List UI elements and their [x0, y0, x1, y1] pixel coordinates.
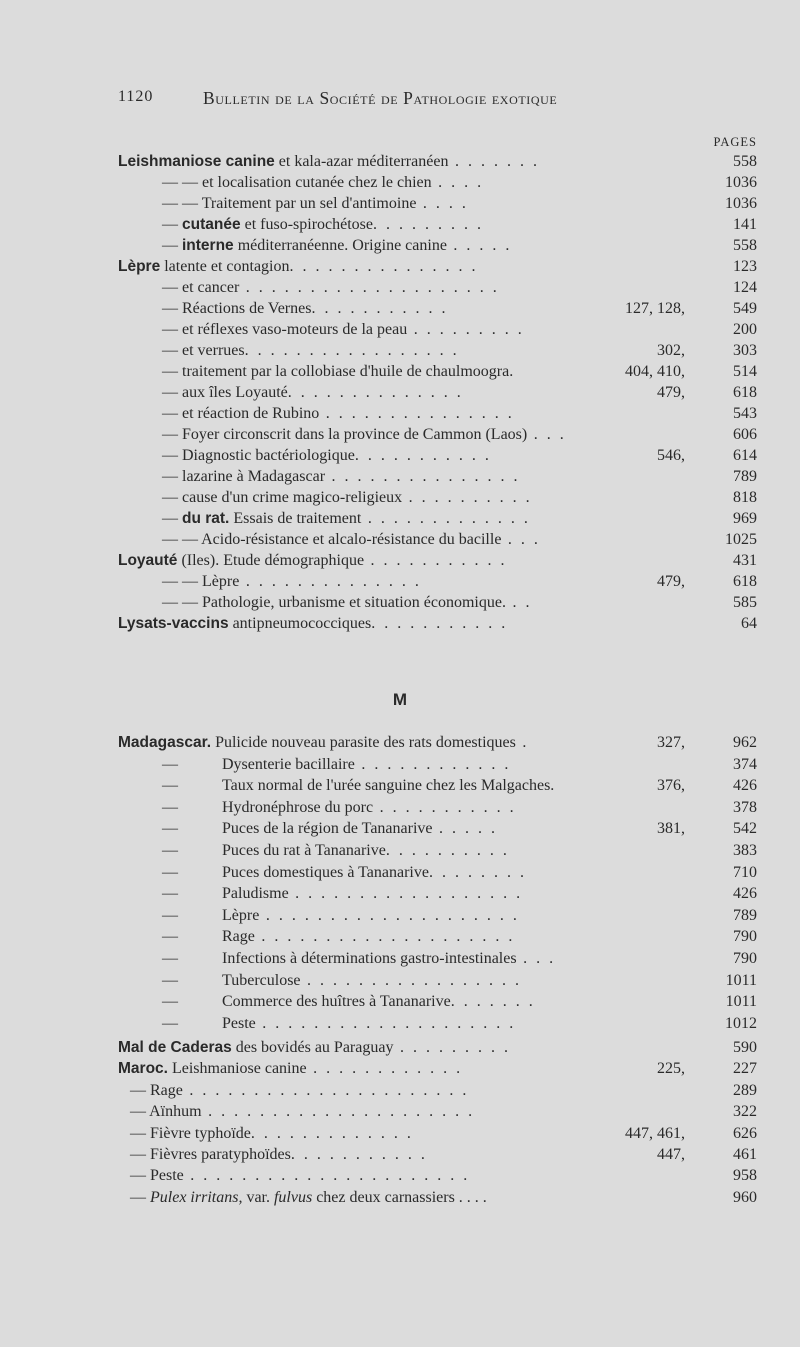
index-entry	[0, 1058, 800, 1080]
entry-main	[162, 424, 566, 446]
entry-page: 958	[733, 1167, 757, 1185]
index-entry	[0, 172, 800, 194]
entry-leader: . . . . . . . . . . . . . . .	[289, 258, 478, 275]
entry-leader: . . . . . . . . .	[407, 321, 525, 338]
entry-leader: . . . . . . . . . . . . . . . . . . . .	[254, 928, 515, 946]
index-entry	[0, 340, 800, 362]
entry-page: 960	[733, 1188, 757, 1206]
entry-text: Fièvres paratyphoïdes	[150, 1146, 291, 1163]
entry-leader: . . . . . . . . . . .	[311, 300, 448, 317]
entry-text: Hydronéphrose du porc	[222, 798, 374, 816]
entry-main	[130, 1144, 427, 1166]
entry-dash: —	[162, 447, 178, 464]
entry-text: Réactions de Vernes	[182, 300, 312, 317]
entry-leader: . . .	[516, 950, 556, 967]
entry-leader: . . . . . . . . . . .	[373, 798, 517, 816]
entry-references: 302,	[657, 342, 685, 359]
entry-text: Fièvre typhoïde	[150, 1124, 251, 1142]
entry-main	[162, 529, 540, 551]
entry-page: 962	[733, 734, 757, 751]
entry-dash: —	[162, 863, 178, 881]
entry-leader: . . . . . . .	[448, 153, 540, 170]
entry-page: 1011	[725, 993, 757, 1011]
entry-main	[162, 298, 448, 320]
entry-leader: . . .	[527, 426, 567, 443]
index-entry	[0, 948, 800, 970]
entry-text: Puces domestiques à Tananarive	[222, 863, 429, 881]
entry-text: chez deux carnassiers . . . .	[312, 1188, 487, 1206]
entry-references: 225,	[657, 1060, 685, 1078]
page-number: 1120	[118, 88, 154, 105]
index-entry	[0, 277, 800, 299]
entry-main	[130, 1187, 487, 1209]
entry-leader: . . . . . . . . . . . . .	[250, 1124, 414, 1142]
index-entry	[0, 571, 800, 593]
index-entry	[0, 1165, 800, 1187]
index-entry	[0, 298, 800, 320]
entry-leader: . . . . . . .	[450, 993, 536, 1011]
entry-leader: . . . . . . . . . . . . . .	[287, 384, 464, 401]
entry-text: Tuberculose	[222, 971, 301, 989]
entry-keyword: Lysats-vaccins	[118, 615, 229, 632]
entry-main	[118, 613, 508, 635]
entry-main	[118, 1058, 463, 1080]
entry-dash: —	[162, 993, 178, 1011]
entry-main	[162, 319, 524, 341]
entry-page: 789	[733, 468, 757, 485]
entry-references: 479,	[657, 384, 685, 401]
entry-dash: —	[162, 237, 178, 254]
entry-text: lazarine à Madagascar	[182, 468, 326, 485]
entry-text: var.	[242, 1188, 274, 1206]
entry-page: 227	[733, 1060, 757, 1078]
entry-page: 789	[733, 906, 757, 924]
entry-dash: — —	[162, 594, 198, 611]
index-entry	[0, 840, 800, 862]
entry-page: 426	[733, 777, 757, 795]
index-entry	[0, 382, 800, 404]
index-entry	[0, 862, 800, 884]
index-entry	[0, 1037, 800, 1059]
entry-main	[130, 1123, 413, 1145]
index-entry	[0, 403, 800, 425]
entry-main	[162, 361, 513, 383]
entry-keyword: du rat.	[182, 510, 230, 527]
entry-page: 124	[733, 279, 757, 296]
index-entry	[0, 883, 800, 905]
index-entry	[0, 775, 800, 797]
entry-keyword: Loyauté	[118, 552, 178, 569]
entry-leader: . . . . . . . . . . . . . .	[239, 573, 422, 590]
entry-dash: —	[162, 216, 178, 233]
entry-page: 289	[733, 1081, 757, 1099]
entry-page: 818	[733, 489, 757, 506]
entry-main	[130, 1101, 475, 1123]
entry-dash: — —	[162, 174, 198, 191]
entry-references: 546,	[657, 447, 685, 464]
entry-main	[162, 487, 532, 509]
index-entry	[0, 613, 800, 635]
entry-dash: —	[130, 1124, 146, 1142]
entry-text: Rage	[222, 928, 255, 946]
entry-main	[162, 193, 468, 215]
entry-main	[118, 256, 478, 278]
entry-text: et réaction de Rubino	[182, 405, 320, 422]
index-entry	[0, 193, 800, 215]
entry-dash: —	[162, 426, 178, 443]
entry-page: 123	[733, 258, 757, 275]
entry-dash: —	[162, 405, 178, 422]
entry-page: 431	[733, 552, 757, 569]
entry-leader: . . . . . . . . . . . . . . . . . .	[288, 885, 523, 903]
entry-dash: — —	[162, 573, 198, 590]
index-entry	[0, 592, 800, 614]
entry-text: Foyer circonscrit dans la province de Cammon (Laos)	[182, 426, 528, 443]
entry-italic: fulvus	[273, 1188, 313, 1206]
entry-page: 426	[733, 885, 757, 903]
entry-page: 1025	[725, 531, 757, 548]
entry-leader: . .	[505, 594, 532, 611]
entry-page: 1011	[725, 971, 757, 989]
entry-dash: —	[162, 489, 178, 506]
entry-main	[118, 550, 507, 572]
entry-text: Essais de traitement	[229, 510, 362, 527]
entry-main	[162, 340, 459, 362]
entry-text: Rage	[150, 1081, 183, 1099]
entry-main	[118, 151, 539, 173]
entry-italic: Pulex irritans,	[150, 1188, 243, 1206]
entry-leader: . . . . . . . . . . . . . . . . .	[300, 971, 522, 989]
entry-page: 969	[733, 510, 757, 527]
entry-leader: . . . . . . . . . . . . .	[361, 510, 531, 527]
entry-page: 549	[733, 300, 757, 317]
entry-text: Traitement par un sel d'antimoine	[201, 195, 417, 212]
entry-dash: —	[162, 885, 178, 903]
entry-keyword: Mal de Caderas	[118, 1039, 232, 1056]
entry-dash: —	[162, 321, 178, 338]
entry-text: traitement par la collobiase d'huile de chaulmoogra.	[182, 363, 514, 380]
entry-leader: . . . . . . . . . . . . . . .	[319, 405, 515, 422]
entry-text: Lèpre	[222, 906, 260, 924]
entry-main	[162, 445, 491, 467]
entry-text: Puces du rat à Tananarive	[222, 842, 386, 859]
entry-leader: . . . . . . . . . . . .	[354, 755, 511, 773]
entry-dash: —	[162, 971, 178, 989]
entry-leader: .	[515, 734, 529, 751]
journal-title: Bulletin de la Société de Pathologie exotique	[203, 88, 558, 108]
entry-leader: . . . . . . . .	[428, 863, 527, 881]
entry-leader: . . . .	[416, 195, 469, 212]
entry-leader: . . . . . . . . . . . . . . . . . . . .	[255, 1014, 516, 1032]
entry-dash: —	[130, 1146, 146, 1163]
entry-dash: —	[162, 342, 178, 359]
entry-main	[162, 508, 530, 530]
entry-page: 64	[741, 615, 757, 632]
entry-references: 447, 461,	[625, 1124, 685, 1142]
entry-dash: —	[130, 1167, 146, 1185]
entry-text: Acido-résistance et alcalo-résistance du bacille	[201, 531, 502, 548]
entry-text: et localisation cutanée chez le chien	[202, 174, 432, 191]
entry-dash: —	[162, 468, 178, 485]
entry-text: des bovidés au Paraguay	[231, 1039, 394, 1056]
entry-page: 514	[733, 363, 757, 380]
entry-main	[162, 382, 463, 404]
entry-page: 1036	[725, 174, 757, 191]
index-entry	[0, 550, 800, 572]
entry-page: 626	[733, 1124, 757, 1142]
entry-dash: —	[162, 510, 178, 527]
entry-text: aux îles Loyauté	[182, 384, 288, 401]
index-entry	[0, 1080, 800, 1102]
entry-page: 322	[733, 1103, 757, 1121]
entry-keyword: cutanée	[182, 216, 241, 233]
entry-leader: . . . . . . . . . . .	[364, 552, 508, 569]
entry-text: Commerce des huîtres à Tananarive	[222, 993, 451, 1011]
entry-page: 303	[733, 342, 757, 359]
entry-text: (Iles). Etude démographique	[177, 552, 365, 569]
entry-dash: — —	[162, 195, 198, 212]
entry-references: 479,	[657, 573, 685, 590]
entry-dash: —	[162, 1014, 178, 1032]
entry-leader: . . . . . . . . . . . . . . . . . . . . .	[201, 1103, 475, 1121]
index-entry	[0, 1187, 800, 1209]
entry-dash: — —	[162, 531, 198, 548]
index-entry	[0, 818, 800, 840]
entry-page: 585	[733, 594, 757, 611]
entry-text: Paludisme	[222, 885, 289, 903]
index-entry	[0, 754, 800, 776]
entry-page: 543	[733, 405, 757, 422]
index-entry	[0, 445, 800, 467]
entry-dash: —	[162, 906, 178, 924]
entry-main	[162, 235, 512, 257]
entry-leader: . . . . . . . . . . . . . . . . . . . . . .	[183, 1167, 470, 1185]
entry-text: Lèpre	[202, 573, 240, 590]
index-entry	[0, 991, 800, 1013]
index-entry	[0, 905, 800, 927]
entry-leader: . . . . . . . . . .	[385, 842, 510, 859]
entry-dash: —	[162, 384, 178, 401]
index-entry	[0, 256, 800, 278]
index-entry	[0, 1013, 800, 1035]
entry-main	[162, 592, 532, 614]
entry-main	[130, 1080, 469, 1102]
entry-dash: —	[130, 1081, 146, 1099]
entry-page: 1036	[725, 195, 757, 212]
entry-keyword: Maroc.	[118, 1060, 168, 1078]
entry-leader: . . . . .	[432, 820, 498, 838]
entry-keyword: Madagascar.	[118, 734, 212, 751]
entry-page: 378	[733, 798, 757, 816]
entry-keyword: Lèpre	[118, 258, 161, 275]
entry-text: Puces de la région de Tananarive	[222, 820, 433, 838]
entry-leader: . . . . . . . . . . . . . . . . .	[244, 342, 460, 359]
index-entry	[0, 424, 800, 446]
entry-leader: . . . . . . . . . . . . . . . . . . . .	[259, 906, 520, 924]
index-entry	[0, 1144, 800, 1166]
pages-column-label: PAGES	[713, 135, 757, 149]
index-entry	[0, 970, 800, 992]
index-entry	[0, 732, 800, 754]
entry-main	[162, 214, 484, 236]
entry-text: et verrues	[182, 342, 245, 359]
entry-dash: —	[162, 755, 178, 773]
index-entry	[0, 235, 800, 257]
entry-references: 447,	[657, 1146, 685, 1163]
entry-leader: . . . . . . . . . . . . . . .	[325, 468, 521, 485]
entry-main	[118, 1037, 510, 1059]
entry-page: 618	[733, 384, 757, 401]
entry-keyword: Leishmaniose canine	[118, 153, 275, 170]
entry-main	[162, 466, 520, 488]
entry-page: 606	[733, 426, 757, 443]
entry-dash: —	[162, 777, 178, 795]
entry-text: antipneumococciques	[228, 615, 372, 632]
entry-text: cause d'un crime magico-religieux	[182, 489, 403, 506]
entry-dash: —	[162, 279, 178, 296]
index-entry	[0, 797, 800, 819]
entry-leader: . . . . . . . . .	[393, 1039, 511, 1056]
entry-main	[162, 277, 499, 299]
entry-text: Pathologie, urbanisme et situation économique.	[202, 594, 506, 611]
entry-references: 327,	[657, 734, 685, 751]
entry-text: et kala-azar méditerranéen	[274, 153, 449, 170]
entry-text: Taux normal de l'urée sanguine chez les Malgaches.	[222, 777, 555, 795]
entry-dash: —	[130, 1188, 146, 1206]
entry-dash: —	[162, 842, 178, 859]
entry-dash: —	[162, 300, 178, 317]
entry-text: latente et contagion	[160, 258, 290, 275]
entry-dash: —	[162, 928, 178, 946]
entry-text: méditerranéenne. Origine canine	[233, 237, 447, 254]
entry-text: et réflexes vaso-moteurs de la peau	[182, 321, 408, 338]
entry-text: Peste	[222, 1014, 256, 1032]
entry-references: 381,	[657, 820, 685, 838]
entry-page: 618	[733, 573, 757, 590]
entry-text: Dysenterie bacillaire	[222, 755, 355, 773]
entry-page: 790	[733, 928, 757, 946]
entry-text: et fuso-spirochétose	[240, 216, 373, 233]
entry-leader: . . . . . . . . . . . . . . . . . . . .	[239, 279, 500, 296]
entry-dash: —	[162, 950, 178, 967]
entry-leader: . . . . . . . . . . . . . . . . . . . . . .	[182, 1081, 469, 1099]
index-entry	[0, 319, 800, 341]
index-entry	[0, 466, 800, 488]
entry-leader: . . . . . . . . . . .	[290, 1146, 428, 1163]
entry-leader: . . . . . . . . . .	[402, 489, 533, 506]
entry-page: 374	[733, 755, 757, 773]
entry-main	[130, 1165, 470, 1187]
entry-main	[118, 732, 529, 754]
index-entry	[0, 926, 800, 948]
entry-keyword: interne	[182, 237, 234, 254]
entry-page: 558	[733, 237, 757, 254]
entry-text: Leishmaniose canine	[167, 1060, 307, 1078]
index-entry	[0, 1123, 800, 1145]
entry-page: 614	[733, 447, 757, 464]
entry-page: 200	[733, 321, 757, 338]
entry-references: 376,	[657, 777, 685, 795]
entry-leader: . . . . . . . . . . . .	[306, 1060, 463, 1078]
entry-leader: . . . . .	[446, 237, 512, 254]
index-entry	[0, 1101, 800, 1123]
entry-leader: . . . . . . . . . . .	[371, 615, 508, 632]
entry-references: 127, 128,	[625, 300, 685, 317]
entry-dash: —	[130, 1103, 146, 1121]
entry-page: 590	[733, 1039, 757, 1056]
entry-page: 710	[733, 863, 757, 881]
entry-main	[162, 172, 484, 194]
entry-text: et cancer	[182, 279, 240, 296]
entry-text: Peste	[150, 1167, 184, 1185]
entry-text: Pulicide nouveau parasite des rats domestiques	[211, 734, 516, 751]
entry-dash: —	[162, 363, 178, 380]
entry-main	[162, 571, 421, 593]
entry-page: 461	[733, 1146, 757, 1163]
index-entry	[0, 361, 800, 383]
entry-leader: . . . . . . . . . . .	[354, 447, 492, 464]
entry-page: 383	[733, 842, 757, 859]
index-entry	[0, 487, 800, 509]
entry-page: 558	[733, 153, 757, 170]
entry-text: Infections à déterminations gastro-intestinales	[222, 950, 517, 967]
entry-page: 542	[733, 820, 757, 838]
entry-text: Diagnostic bactériologique	[182, 447, 355, 464]
index-entry	[0, 214, 800, 236]
entry-leader: . . .	[501, 531, 541, 548]
index-entry	[0, 529, 800, 551]
entry-dash: —	[162, 820, 178, 838]
entry-leader: . . . .	[431, 174, 484, 191]
index-entry	[0, 508, 800, 530]
entry-references: 404, 410,	[625, 363, 685, 380]
entry-text: Aïnhum	[149, 1103, 202, 1121]
entry-main	[162, 403, 514, 425]
entry-leader: . . . . . . . . .	[373, 216, 484, 233]
entry-page: 141	[733, 216, 757, 233]
section-letter: M	[392, 690, 408, 709]
entry-page: 790	[733, 950, 757, 967]
index-entry	[0, 151, 800, 173]
entry-page: 1012	[725, 1014, 757, 1032]
entry-dash: —	[162, 798, 178, 816]
